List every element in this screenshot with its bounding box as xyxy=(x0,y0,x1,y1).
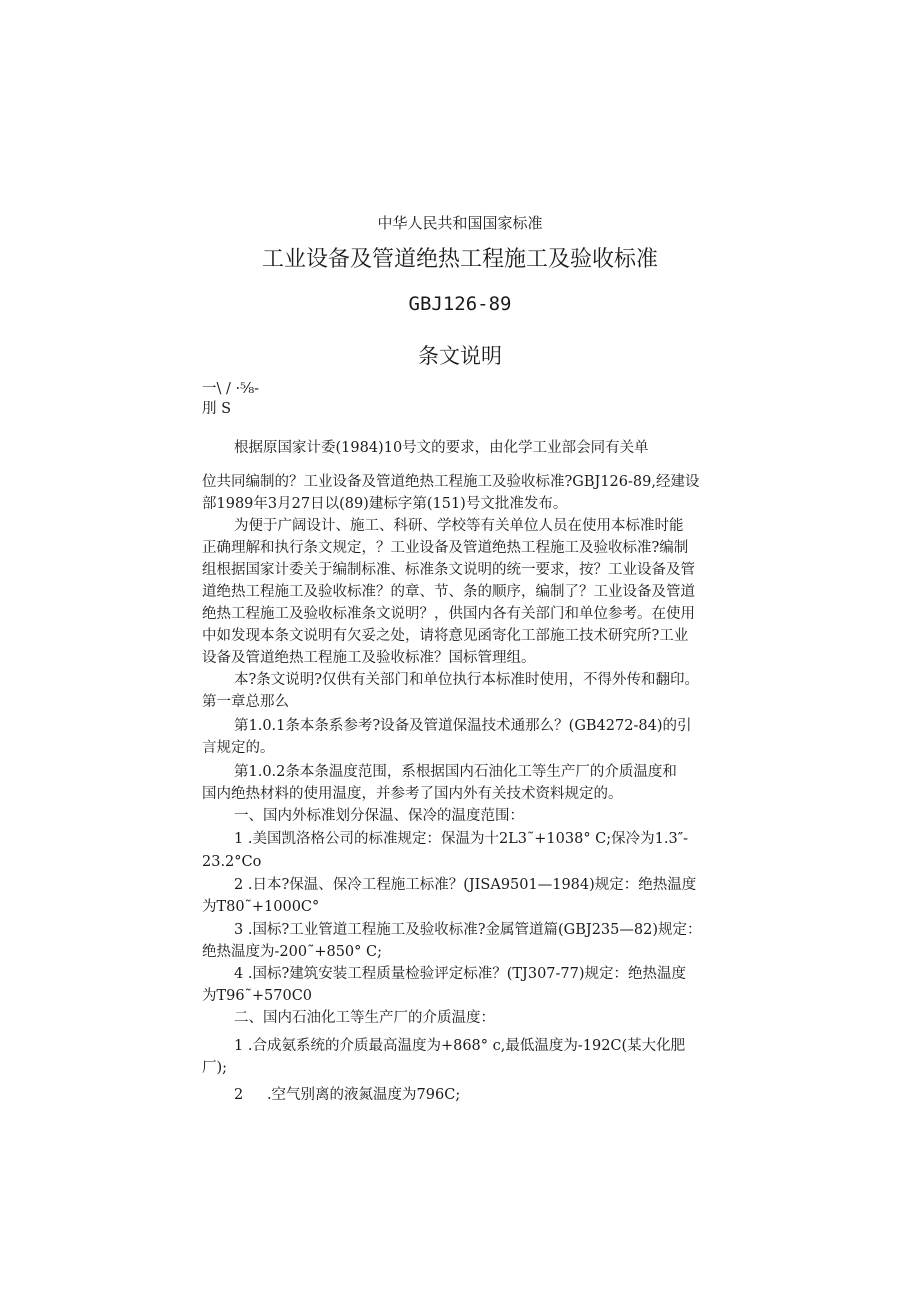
paragraph-line: 言规定的。 xyxy=(202,740,275,756)
list-item: 4 .国标?建筑安装工程质量检验评定标准？(TJ307-77)规定：绝热温度 xyxy=(234,966,687,982)
paragraph-line: 为T96˜+570C0 xyxy=(202,988,313,1004)
section-heading: 二、国内石油化工等生产厂的介质温度： xyxy=(234,1010,495,1026)
paragraph-line: 根据原国家计委(1984)10号文的要求，由化学工业部会同有关单 xyxy=(234,440,649,456)
paragraph-line: 中如发现本条文说明有欠妥之处，请将意见函寄化工部施工技术研究所?工业 xyxy=(202,628,689,644)
paragraph-line: 位共同编制的？工业设备及管道绝热工程施工及验收标准?GBJ126-89,经建设 xyxy=(202,474,700,490)
paragraph-line: 第1.0.1条本条系参考?设备及管道保温技术通那么？(GB4272-84)的引 xyxy=(234,718,692,734)
paragraph-line: 国内绝热材料的使用温度，并参考了国内外有关技术资料规定的。 xyxy=(202,786,623,802)
chapter-heading: 第一章总那么 xyxy=(202,694,289,710)
paragraph-line: 绝热工程施工及验收标准条文说明？，供国内各有关部门和单位参考。在使用 xyxy=(202,606,695,622)
section-heading: 一、国内外标准划分保温、保冷的温度范围： xyxy=(234,808,524,824)
paragraph-line: 第1.0.2条本条温度范围，系根据国内石油化工等生产厂的介质温度和 xyxy=(234,764,677,780)
paragraph-line: 道绝热工程施工及验收标准？的章、节、条的顺序，编制了？工业设备及管道 xyxy=(202,584,695,600)
list-item: 3 .国标?工业管道工程施工及验收标准?金属管道篇(GBJ235—82)规定： xyxy=(234,922,702,938)
paragraph-line: 厂); xyxy=(202,1060,228,1076)
paragraph-line: 部1989年3月27日以(89)建标字第(151)号文批准发布。 xyxy=(202,496,568,512)
paragraph-line: 设备及管道绝热工程施工及验收标准？国标管理组。 xyxy=(202,650,536,666)
list-item: 1 .美国凯洛格公司的标准规定：保温为十2L3˜+1038° C;保冷为1.3″- xyxy=(234,831,689,847)
paragraph-line: 正确理解和执行条文规定，？工业设备及管道绝热工程施工及验收标准?编制 xyxy=(202,540,689,556)
list-item: 1 .合成氨系统的介质最高温度为+868° c,最低温度为-192C(某大化肥 xyxy=(234,1038,686,1054)
paragraph-line: 为便于广阔设计、施工、科研、学校等有关单位人员在使用本标准时能 xyxy=(234,518,684,534)
paragraph-line: 组根据国家计委关于编制标准、标准条文说明的统一要求，按？工业设备及管 xyxy=(202,562,695,578)
preface-heading: 刖 S xyxy=(202,401,232,417)
paragraph-line: 本?条文说明?仅供有关部门和单位执行本标准时使用，不得外传和翻印。 xyxy=(234,672,700,688)
document-subtitle: 条文说明 xyxy=(418,344,502,368)
paragraph-line: 为T80˜+1000C° xyxy=(202,899,320,915)
paragraph-line: 23.2°Co xyxy=(202,854,262,870)
standard-code: GBJ126-89 xyxy=(408,293,512,315)
list-item: 2 .空气别离的液氮温度为796C; xyxy=(234,1087,461,1103)
document-title: 工业设备及管道绝热工程施工及验收标准 xyxy=(261,247,658,272)
ocr-mark: 一\ / ·⁵⁄₈- xyxy=(202,381,260,397)
paragraph-line: 绝热温度为-200˜+850° C; xyxy=(202,944,382,960)
standard-label: 中华人民共和国国家标准 xyxy=(377,214,543,232)
list-item: 2 .日本?保温、保冷工程施工标准？(JISA9501—1984)规定：绝热温度 xyxy=(234,877,697,893)
